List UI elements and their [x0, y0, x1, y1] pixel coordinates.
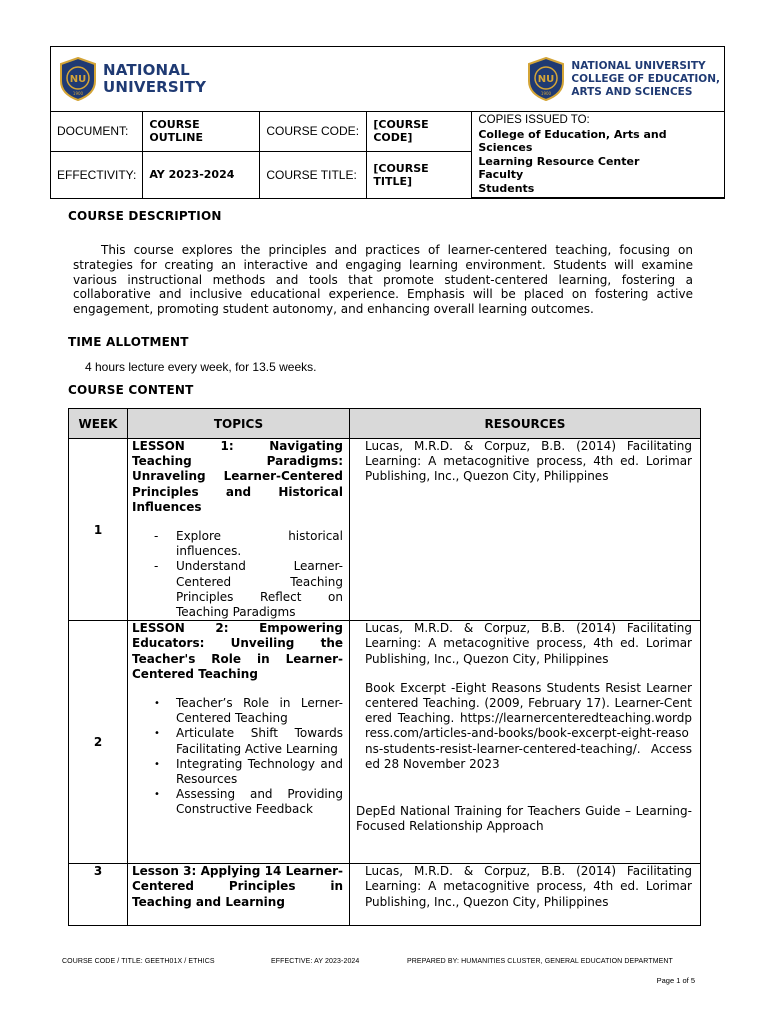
brand-name: NATIONAL UNIVERSITY — [103, 61, 207, 96]
copies-item: Students — [478, 181, 535, 195]
document-meta-table — [51, 112, 724, 198]
column-header-week: WEEK — [69, 409, 128, 439]
national-university-logo — [59, 57, 206, 101]
course-description-text: This course explores the principles and practices of learner-centered teaching, focusing on strategies for creating an interactive and engaging learning environment. Students will examine various instructional methods and tools that promote student-centered learning, fostering a collaborative and inclusive educational experience. Emphasis will be placed on fostering active engagement, promoting student autonomy, and enhancing overall learning outcomes. — [73, 243, 693, 317]
column-header-resources: RESOURCES — [350, 409, 701, 439]
page-number: Page 1 of 5 — [656, 976, 695, 985]
resource-cell — [350, 439, 701, 621]
lesson-title: Lesson 3: Applying 14 Learner-Centered Principles in Teaching and Learning — [132, 864, 343, 909]
subtopic-list — [132, 529, 343, 620]
university-seal-icon — [59, 57, 97, 101]
list-item: - Explore historical influences. — [176, 529, 343, 559]
effectivity-value: AY 2023-2024 — [143, 151, 260, 197]
course-code-value: [COURSE CODE] — [367, 112, 472, 151]
course-code-label: COURSE CODE: — [260, 112, 367, 151]
list-item: • Assessing and Providing Constructive Feedback — [176, 787, 343, 817]
resource-cell — [350, 621, 701, 864]
svg-text:1900: 1900 — [541, 91, 552, 96]
document-value: COURSE OUTLINE — [143, 112, 260, 151]
table-row — [69, 621, 701, 864]
footer-prepared-by: PREPARED BY: HUMANITIES CLUSTER, GENERAL EDUCATION DEPARTMENT — [407, 958, 673, 965]
course-content-table — [68, 408, 701, 926]
table-row — [69, 864, 701, 926]
footer-course-code: COURSE CODE / TITLE: GEETH01X / ETHICS — [62, 958, 215, 965]
list-item: • Integrating Technology and Resources — [176, 757, 343, 787]
copies-issued-label: COPIES ISSUED TO: — [478, 114, 590, 126]
resource-cell — [350, 864, 701, 926]
time-allotment-heading: TIME ALLOTMENT — [68, 335, 189, 349]
topic-cell — [128, 864, 350, 926]
copies-item: College of Education, Arts and Sciences — [478, 127, 667, 154]
week-number: 1 — [69, 439, 128, 621]
copies-issued — [472, 112, 724, 198]
topic-cell — [128, 621, 350, 864]
copies-item: Faculty — [478, 168, 524, 181]
table-row — [69, 439, 701, 621]
list-item: • Teacher’s Role in Lerner-Centered Teaching — [176, 696, 343, 726]
resource-item: Lucas, M.R.D. & Corpuz, B.B. (2014) Facilitating Learning: A metacognitive process, 4th ed. Lorimar Publishing, Inc., Quezon City, Philippines — [365, 864, 692, 909]
college-logo — [527, 57, 720, 101]
university-seal-icon — [527, 57, 565, 101]
course-content-heading: COURSE CONTENT — [68, 383, 194, 397]
resource-item: DepEd National Training for Teachers Guide – Learning-Focused Relationship Approach — [356, 804, 692, 834]
copies-item: Learning Resource Center — [478, 154, 640, 168]
document-header — [50, 46, 725, 199]
list-item: - Understand Learner-Centered Teaching Principles Reflect on Teaching Paradigms — [176, 559, 343, 620]
lesson-title: LESSON 1: Navigating Teaching Paradigms: Unraveling Learner-Centered Principles and Historical Influences — [132, 439, 343, 514]
week-number: 3 — [69, 864, 128, 926]
subtopic-list — [132, 696, 343, 818]
svg-text:NU: NU — [69, 74, 87, 85]
effectivity-label: EFFECTIVITY: — [51, 151, 143, 197]
resource-item: Book Excerpt -Eight Reasons Students Resist Learner centered Teaching. (2009, February 17). Learner-Centered Teaching. https://learnercenteredteaching.wordpress.com/articles-and-books/book-excerpt-eight-reasons-students-resist-learner-centered-teaching/. Accessed 28 November 2023 — [365, 680, 692, 771]
topic-cell — [128, 439, 350, 621]
lesson-title: LESSON 2: Empowering Educators: Unveiling the Teacher's Role in Learner-Centered Teaching — [132, 621, 343, 681]
course-title-value: [COURSE TITLE] — [367, 151, 472, 197]
week-number: 2 — [69, 621, 128, 864]
svg-text:1900: 1900 — [72, 91, 84, 96]
logo-bar — [51, 47, 724, 112]
footer-effective: EFFECTIVE: AY 2023-2024 — [271, 958, 360, 965]
resource-item: Lucas, M.R.D. & Corpuz, B.B. (2014) Facilitating Learning: A metacognitive process, 4th ed. Lorimar Publishing, Inc., Quezon City, Philippines — [365, 439, 692, 484]
document-label: DOCUMENT: — [51, 112, 143, 151]
course-description-heading: COURSE DESCRIPTION — [68, 209, 222, 223]
time-allotment-text: 4 hours lecture every week, for 13.5 weeks. — [85, 360, 317, 374]
resource-item: Lucas, M.R.D. & Corpuz, B.B. (2014) Facilitating Learning: A metacognitive process, 4th ed. Lorimar Publishing, Inc., Quezon City, Philippines — [365, 621, 692, 666]
list-item: • Articulate Shift Towards Facilitating Active Learning — [176, 726, 343, 756]
svg-text:NU: NU — [538, 74, 555, 85]
college-name: NATIONAL UNIVERSITY COLLEGE OF EDUCATION, ARTS AND SCIENCES — [571, 59, 720, 98]
column-header-topics: TOPICS — [128, 409, 350, 439]
course-title-label: COURSE TITLE: — [260, 151, 367, 197]
